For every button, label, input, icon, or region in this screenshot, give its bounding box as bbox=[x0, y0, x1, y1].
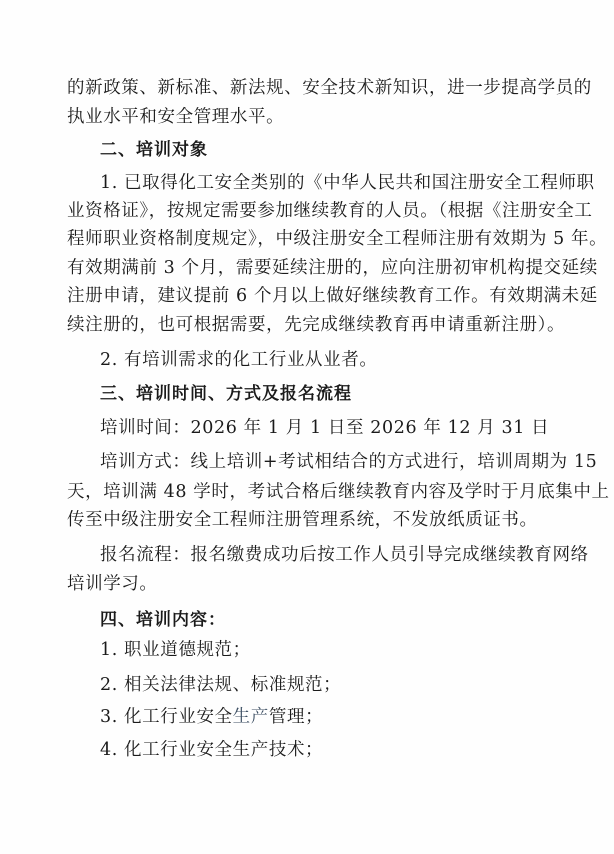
registration-process-line-2: 培训学习。 bbox=[67, 574, 158, 594]
training-time: 培训时间：2026 年 1 月 1 日至 2026 年 12 月 31 日 bbox=[100, 418, 550, 438]
target-item-1-line-6: 续注册的，也可根据需要，先完成继续教育再申请重新注册）。 bbox=[67, 315, 566, 335]
target-item-2: 2. 有培训需求的化工行业从业者。 bbox=[100, 350, 378, 370]
training-method-line-3: 传至中级注册安全工程师注册管理系统，不发放纸质证书。 bbox=[67, 510, 538, 530]
content-item-3-suffix: 管理； bbox=[268, 707, 324, 727]
training-method-line-1: 培训方式：线上培训+考试相结合的方式进行，培训周期为 15 bbox=[100, 452, 598, 472]
target-item-1-line-2: 业资格证》，按规定需要参加继续教育的人员。（根据《注册安全工 bbox=[67, 201, 593, 221]
target-item-1-line-3: 程师职业资格制度规定》，中级注册安全工程师注册有效期为 5 年。 bbox=[67, 229, 608, 249]
section-heading-content: 四、培训内容： bbox=[100, 610, 226, 630]
registration-process-line-1: 报名流程：报名缴费成功后按工作人员引导完成继续教育网络 bbox=[100, 545, 589, 565]
content-item-3-tinted: 生产 bbox=[232, 707, 269, 727]
content-item-2: 2. 相关法律法规、标准规范； bbox=[100, 675, 342, 695]
content-item-1: 1. 职业道德规范； bbox=[100, 640, 251, 660]
content-item-3-prefix: 3. 化工行业安全 bbox=[100, 707, 233, 727]
section-heading-targets: 二、培训对象 bbox=[100, 140, 208, 160]
content-item-3 bbox=[100, 705, 590, 729]
intro-line-2: 执业水平和安全管理水平。 bbox=[67, 107, 285, 127]
content-item-4: 4. 化工行业安全生产技术； bbox=[100, 740, 324, 760]
target-item-1-line-5: 注册申请，建议提前 6 个月以上做好继续教育工作。有效期满未延 bbox=[67, 286, 598, 306]
section-heading-schedule: 三、培训时间、方式及报名流程 bbox=[100, 384, 352, 404]
training-method-line-2: 天，培训满 48 学时，考试合格后继续教育内容及学时于月底集中上 bbox=[67, 482, 610, 502]
target-item-1-line-4: 有效期满前 3 个月，需要延续注册的，应向注册初审机构提交延续 bbox=[67, 258, 598, 278]
target-item-1-line-1: 1. 已取得化工安全类别的《中华人民共和国注册安全工程师职 bbox=[100, 173, 595, 193]
intro-line-1: 的新政策、新标准、新法规、安全技术新知识，进一步提高学员的 bbox=[67, 78, 592, 98]
